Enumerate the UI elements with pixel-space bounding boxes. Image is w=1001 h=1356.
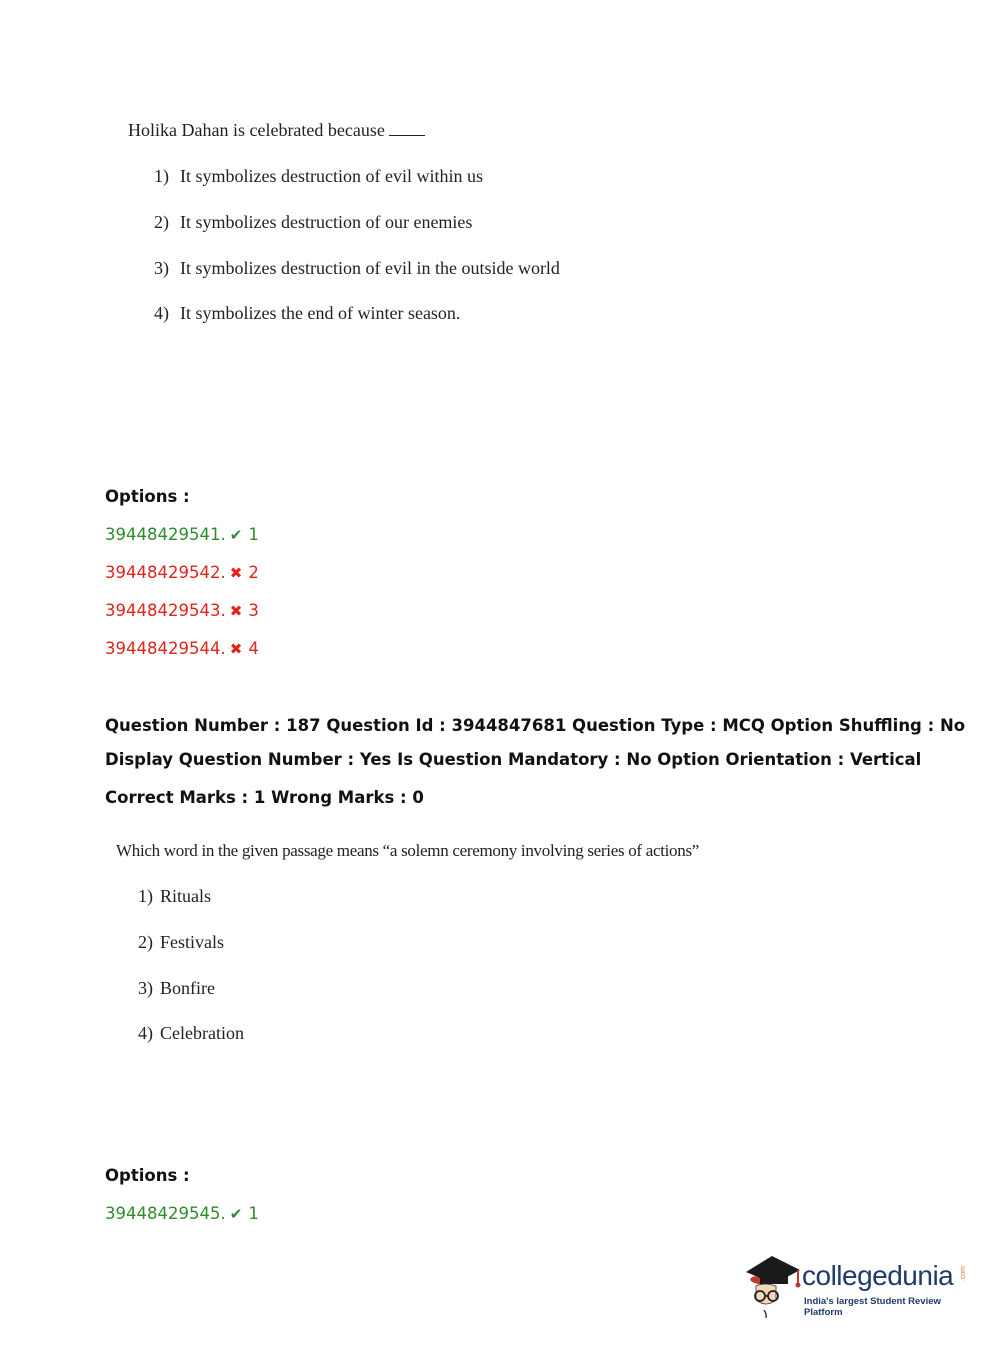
question-2-choice: 3) Bonfire [138,978,215,998]
question-1-choice: 3) It symbolizes destruction of evil in the outside world [154,258,560,278]
question-2-choice: 4) Celebration [138,1023,244,1043]
option-row-wrong: 39448429543. ✖ 3 [105,601,259,620]
option-row-correct: 39448429541. ✔ 1 [105,525,259,544]
check-icon: ✔ [229,526,243,544]
option-row-correct: 39448429545. ✔ 1 [105,1204,259,1223]
logo-tagline: India's largest Student Review Platform [804,1296,941,1318]
option-row-wrong: 39448429542. ✖ 2 [105,563,259,582]
logo-suffix: .com [960,1266,967,1282]
answer-blank [389,121,425,136]
option-row-wrong: 39448429544. ✖ 4 [105,639,259,658]
question-1-text: Holika Dahan is celebrated because [128,120,425,141]
logo-wordmark: collegedunia [802,1260,954,1291]
options-label: Options : [105,1166,190,1185]
mascot-icon [742,1250,804,1320]
cross-icon: ✖ [229,640,243,658]
options-label: Options : [105,487,190,506]
question-meta-line: Display Question Number : Yes Is Question Mandatory : No Option Orientation : Vertical [105,750,922,769]
cross-icon: ✖ [229,602,243,620]
cross-icon: ✖ [229,564,243,582]
question-1-choice: 4) It symbolizes the end of winter season. [154,303,461,323]
question-marks-line: Correct Marks : 1 Wrong Marks : 0 [105,788,424,807]
question-1-choice: 1) It symbolizes destruction of evil within us [154,166,483,186]
question-2-choice: 1) Rituals [138,886,212,906]
question-2-choice: 2) Festivals [138,932,225,952]
question-1-choice: 2) It symbolizes destruction of our enemies [154,212,473,232]
check-icon: ✔ [229,1205,243,1223]
collegedunia-logo [742,1250,972,1320]
question-2-text: Which word in the given passage means “a solemn ceremony involving series of actions” [116,841,700,860]
question-meta-line: Question Number : 187 Question Id : 3944847681 Question Type : MCQ Option Shuffling : No [105,716,966,735]
